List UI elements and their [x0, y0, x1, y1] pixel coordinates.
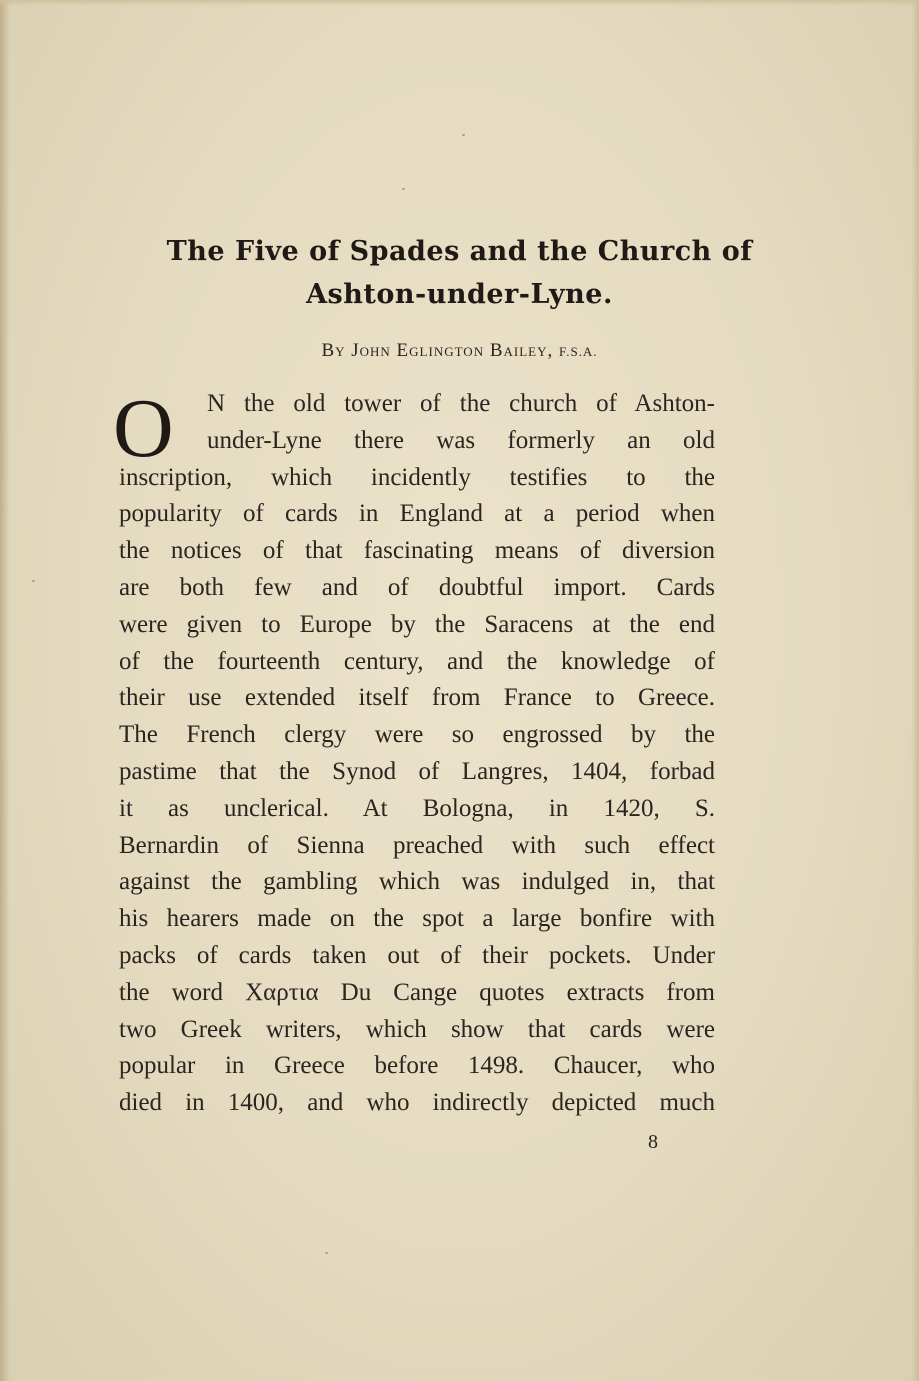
text-line: packs of cards taken out of their pockets. Under	[119, 941, 715, 969]
text-line: were given to Europe by the Saracens at the end	[119, 610, 715, 638]
text-line: are both few and of doubtful import. Cards	[119, 573, 715, 601]
body-paragraph	[119, 386, 715, 1122]
text-line: his hearers made on the spot a large bonfire with	[119, 905, 715, 933]
text-line: inscription, which incidently testifies to the	[119, 463, 715, 491]
author-credential: F.S.A.	[559, 344, 598, 359]
paper-speck	[402, 188, 405, 190]
text-line: of the fourteenth century, and the knowledge of	[119, 647, 715, 675]
text-line: the word Χαρτια Du Cange quotes extracts from	[119, 978, 715, 1006]
text-line: died in 1400, and who indirectly depicted much	[119, 1089, 715, 1117]
text-line: two Greek writers, which show that cards were	[119, 1015, 715, 1043]
text-line: it as unclerical. At Bologna, in 1420, S.	[119, 794, 715, 822]
text-line: N the old tower of the church of Ashton-	[207, 390, 715, 417]
page-edge-right	[911, 0, 919, 1381]
page-edge-left	[0, 0, 10, 1381]
text-line: The French clergy were so engrossed by the	[119, 721, 715, 749]
text-line: the notices of that fascinating means of diversion	[119, 537, 715, 565]
text-line: their use extended itself from France to Greece.	[119, 684, 715, 712]
text-line: Bernardin of Sienna preached with such effect	[119, 831, 715, 859]
text-line: against the gambling which was indulged in, that	[119, 868, 715, 896]
text-line: pastime that the Synod of Langres, 1404, forbad	[119, 757, 715, 785]
paper-speck	[462, 134, 465, 136]
text-line: popular in Greece before 1498. Chaucer, who	[119, 1052, 715, 1080]
page-number: 8	[648, 1131, 658, 1153]
author-byline	[0, 340, 919, 362]
paper-speck	[325, 1252, 328, 1254]
chapter-title-line-2: Ashton-under-Lyne.	[306, 279, 613, 310]
paper-speck	[32, 580, 35, 582]
text-line: under-Lyne there was formerly an old	[207, 426, 715, 454]
drop-cap-initial: O	[113, 382, 174, 475]
page-edge-top	[0, 0, 919, 6]
author-name: By John Eglington Bailey,	[321, 340, 554, 361]
text-line: popularity of cards in England at a period when	[119, 500, 715, 528]
chapter-title-line-1: The Five of Spades and the Church of	[166, 236, 753, 267]
